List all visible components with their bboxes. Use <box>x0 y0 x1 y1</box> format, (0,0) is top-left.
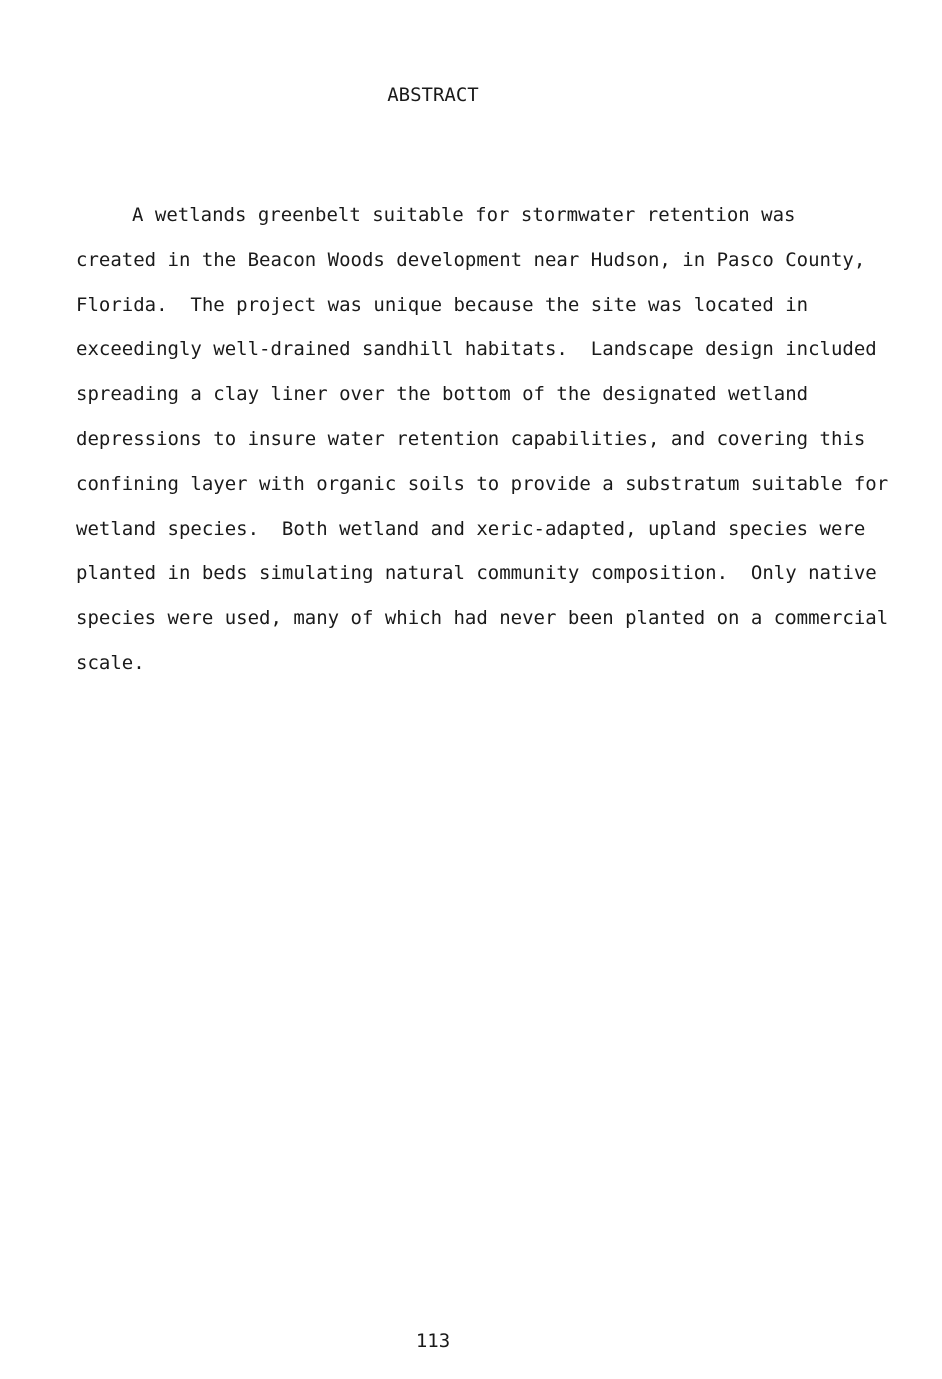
abstract-line: spreading a clay liner over the bottom of the designated wetland <box>76 383 809 406</box>
abstract-line: scale. <box>76 651 145 674</box>
abstract-line: depressions to insure water retention capabilities, and covering this <box>76 427 866 450</box>
abstract-paragraph <box>76 193 916 686</box>
abstract-line: Florida. The project was unique because the site was located in <box>76 293 809 316</box>
abstract-line: created in the Beacon Woods development near Hudson, in Pasco County, <box>76 248 866 271</box>
abstract-line: wetland species. Both wetland and xeric-adapted, upland species were <box>76 517 866 540</box>
abstract-line: species were used, many of which had never been planted on a commercial <box>76 607 889 630</box>
abstract-line: A wetlands greenbelt suitable for stormwater retention was <box>132 204 796 226</box>
abstract-line: planted in beds simulating natural community composition. Only native <box>76 562 877 585</box>
page-number: 113 <box>415 1330 451 1352</box>
page-title: ABSTRACT <box>387 84 479 106</box>
abstract-line: exceedingly well-drained sandhill habitats. Landscape design included <box>76 338 877 361</box>
abstract-line: confining layer with organic soils to provide a substratum suitable for <box>76 472 889 495</box>
